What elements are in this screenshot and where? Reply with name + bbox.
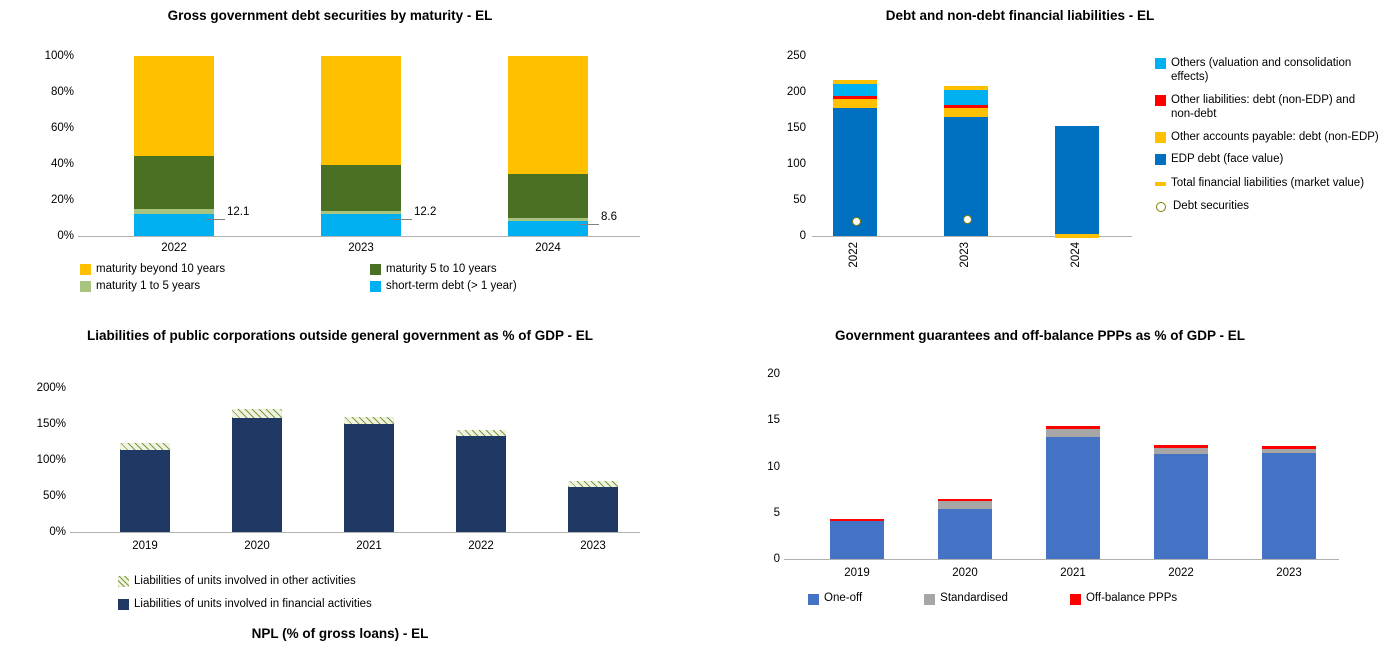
- legend-item-liabilities-payable: [1155, 130, 1380, 144]
- bar-guarantees-2021-standardised: [1046, 429, 1100, 437]
- xtick-maturity-2: 2024: [535, 242, 561, 254]
- plot-area-guarantees: [700, 328, 1385, 618]
- marker-liabilities-2023-debt-securities: [963, 215, 972, 224]
- ytick-maturity-5: 0%: [57, 230, 74, 242]
- bar-maturity-2023-beyond10: [321, 56, 401, 165]
- legend-label-others: Others (valuation and consolidation effects): [1171, 57, 1352, 84]
- x-axis-maturity: [78, 236, 640, 237]
- datalabel-maturity-2022: 12.1: [227, 206, 250, 218]
- legend-label-payable: Other accounts payable: debt (non-EDP): [1171, 130, 1379, 143]
- legend-label-pubcorp-financial: Liabilities of units involved in financial activities: [134, 598, 372, 611]
- legend-swatch-icon-1to5: [80, 281, 91, 292]
- bar-guarantees-2023-oneoff: [1262, 453, 1316, 559]
- legend-item-liabilities-total-market: [1155, 176, 1380, 190]
- bar-maturity-2023-short: [321, 214, 401, 236]
- x-axis-guarantees: [784, 559, 1339, 560]
- legend-item-pubcorp-financial: [118, 597, 638, 611]
- ytick-liabilities-4: 50: [793, 194, 806, 206]
- ytick-maturity-4: 20%: [50, 194, 74, 206]
- bar-maturity-2022-5to10: [134, 156, 214, 209]
- legend-label-ppp: Off-balance PPPs: [1085, 592, 1178, 604]
- legend-swatch-icon-others: [1155, 58, 1166, 69]
- bar-pubcorp-2023-financial: [568, 487, 618, 532]
- bar-guarantees-2020-oneoff: [938, 509, 992, 559]
- xtick-guarantees-0: 2019: [844, 567, 870, 579]
- bar-guarantees-2021-ppp: [1046, 426, 1100, 429]
- chart-liabilities: [700, 8, 1385, 308]
- legend-item-maturity-5to10: [370, 262, 650, 276]
- bar-pubcorp-2019-other: [120, 443, 170, 450]
- legend-marker-icon-debt-securities: [1156, 202, 1166, 212]
- legend-swatch-icon-standardised: [924, 594, 935, 605]
- bar-liabilities-2022-total-market: [833, 80, 877, 84]
- ytick-maturity-3: 40%: [50, 158, 74, 170]
- bar-liabilities-2022-other: [833, 96, 877, 99]
- bar-guarantees-2021-oneoff: [1046, 437, 1100, 559]
- chart-title-maturity: Gross government debt securities by maturity - EL: [167, 8, 493, 23]
- ytick-pubcorp-4: 0%: [49, 526, 66, 538]
- legend-swatch-icon-oneoff: [808, 594, 819, 605]
- legend-swatch-icon-payable: [1155, 132, 1166, 143]
- ytick-liabilities-0: 250: [786, 50, 806, 62]
- bar-maturity-2024-short: [508, 221, 588, 236]
- legend-item-liabilities-other-liab: [1155, 93, 1380, 122]
- bar-maturity-2024-beyond10: [508, 56, 588, 174]
- ytick-maturity-1: 80%: [50, 86, 74, 98]
- xtick-pubcorp-1: 2020: [244, 540, 270, 552]
- legend-item-guarantees-ppp: [1070, 591, 1177, 605]
- bar-pubcorp-2023-other: [568, 481, 618, 487]
- leader-maturity-2024: [579, 224, 599, 225]
- bar-guarantees-2022-oneoff: [1154, 454, 1208, 559]
- bar-maturity-2023-5to10: [321, 165, 401, 211]
- x-axis-pubcorp: [70, 532, 640, 533]
- legend-label-oneoff: One-off: [824, 592, 863, 604]
- bar-pubcorp-2021-other: [344, 417, 394, 424]
- legend-label-5to10: maturity 5 to 10 years: [386, 263, 497, 275]
- xtick-guarantees-2: 2021: [1060, 567, 1086, 579]
- chart-pubcorp: [0, 328, 690, 618]
- legend-label-debt-securities: Debt securities: [1173, 199, 1250, 212]
- legend-item-guarantees-standardised: [924, 591, 1008, 605]
- legend-swatch-icon-pubcorp-other: [118, 576, 129, 587]
- bar-guarantees-2023-standardised: [1262, 449, 1316, 453]
- chart-maturity: [0, 8, 690, 308]
- ytick-liabilities-5: 0: [799, 230, 806, 242]
- xtick-liabilities-0: 2022: [848, 242, 860, 268]
- bar-guarantees-2022-ppp: [1154, 445, 1208, 448]
- marker-liabilities-2022-debt-securities: [852, 217, 861, 226]
- ytick-pubcorp-2: 100%: [36, 454, 66, 466]
- legend-swatch-icon-edp: [1155, 154, 1166, 165]
- bar-liabilities-2023-others: [944, 90, 988, 105]
- bar-pubcorp-2022-other: [456, 430, 506, 436]
- ytick-guarantees-2: 10: [767, 461, 780, 473]
- chart-title-npl: NPL (% of gross loans) - EL: [251, 626, 429, 641]
- chart-title-liabilities: Debt and non-debt financial liabilities - EL: [885, 8, 1155, 23]
- xtick-maturity-0: 2022: [161, 242, 187, 254]
- legend-swatch-icon-ppp: [1070, 594, 1081, 605]
- bar-liabilities-2023-total-market: [944, 86, 988, 90]
- xtick-liabilities-2: 2024: [1070, 242, 1082, 268]
- legend-item-pubcorp-other: [118, 574, 638, 588]
- legend-item-maturity-beyond10: [80, 262, 370, 276]
- leader-maturity-2022: [205, 219, 225, 220]
- bar-liabilities-2022-payable: [833, 99, 877, 108]
- bar-liabilities-2022-others: [833, 84, 877, 96]
- bar-liabilities-2024-total-market: [1055, 234, 1099, 238]
- bar-guarantees-2019-oneoff: [830, 521, 884, 559]
- legend-label-beyond10: maturity beyond 10 years: [96, 263, 226, 275]
- legend-pubcorp: [118, 574, 638, 615]
- legend-item-maturity-1to5: [80, 279, 370, 293]
- ytick-maturity-2: 60%: [50, 122, 74, 134]
- bar-guarantees-2023-ppp: [1262, 446, 1316, 449]
- ytick-liabilities-3: 100: [786, 158, 806, 170]
- xtick-pubcorp-3: 2022: [468, 540, 494, 552]
- legend-item-liabilities-others: [1155, 56, 1380, 85]
- legend-swatch-icon-short: [370, 281, 381, 292]
- legend-swatch-icon-beyond10: [80, 264, 91, 275]
- bar-guarantees-2020-standardised: [938, 501, 992, 509]
- leader-maturity-2023: [392, 219, 412, 220]
- legend-label-standardised: Standardised: [940, 592, 1008, 604]
- bar-pubcorp-2021-financial: [344, 424, 394, 532]
- bar-pubcorp-2020-other: [232, 409, 282, 418]
- legend-maturity: [80, 262, 650, 297]
- legend-label-pubcorp-other: Liabilities of units involved in other activities: [134, 575, 356, 587]
- xtick-liabilities-1: 2023: [959, 242, 971, 268]
- legend-swatch-icon-other-liabilities: [1155, 95, 1166, 106]
- chart-title-pubcorp: Liabilities of public corporations outside general government as % of GDP - EL: [86, 328, 594, 343]
- xtick-guarantees-3: 2022: [1168, 567, 1194, 579]
- ytick-pubcorp-0: 200%: [36, 382, 66, 394]
- xtick-pubcorp-2: 2021: [356, 540, 382, 552]
- bar-liabilities-2023-other: [944, 105, 988, 108]
- xtick-pubcorp-0: 2019: [132, 540, 158, 552]
- legend-swatch-icon-pubcorp-financial: [118, 599, 129, 610]
- datalabel-maturity-2024: 8.6: [601, 211, 617, 223]
- ytick-guarantees-1: 15: [767, 414, 780, 426]
- legend-label-short: short-term debt (> 1 year): [386, 280, 517, 293]
- ytick-guarantees-3: 5: [773, 507, 780, 519]
- chart-guarantees: [700, 328, 1385, 618]
- bar-pubcorp-2020-financial: [232, 418, 282, 532]
- legend-item-guarantees-oneoff: [808, 591, 862, 605]
- bar-guarantees-2022-standardised: [1154, 448, 1208, 454]
- legend-line-icon-total-market: [1155, 182, 1166, 186]
- legend-swatch-icon-5to10: [370, 264, 381, 275]
- bar-maturity-2022-short: [134, 214, 214, 236]
- xtick-maturity-1: 2023: [348, 242, 374, 254]
- ytick-liabilities-2: 150: [786, 122, 806, 134]
- bar-maturity-2022-beyond10: [134, 56, 214, 156]
- bar-pubcorp-2022-financial: [456, 436, 506, 532]
- ytick-guarantees-4: 0: [773, 553, 780, 565]
- bar-maturity-2024-5to10: [508, 174, 588, 218]
- xtick-guarantees-4: 2023: [1276, 567, 1302, 579]
- xtick-guarantees-1: 2020: [952, 567, 978, 579]
- ytick-maturity-0: 100%: [44, 50, 74, 62]
- legend-label-other-liabilities: Other liabilities: debt (non-EDP) and non-debt: [1171, 93, 1356, 121]
- legend-label-total-market: Total financial liabilities (market value): [1171, 177, 1365, 190]
- xtick-pubcorp-4: 2023: [580, 540, 606, 552]
- legend-guarantees: [808, 591, 1177, 605]
- bar-pubcorp-2019-financial: [120, 450, 170, 532]
- ytick-pubcorp-1: 150%: [36, 418, 66, 430]
- chart-title-guarantees: Government guarantees and off-balance PPPs as % of GDP - EL: [834, 328, 1246, 343]
- ytick-guarantees-0: 20: [767, 368, 780, 380]
- bar-liabilities-2024-edp: [1055, 126, 1099, 236]
- bar-liabilities-2023-payable: [944, 108, 988, 117]
- datalabel-maturity-2023: 12.2: [414, 206, 437, 218]
- bar-guarantees-2019-ppp: [830, 519, 884, 521]
- legend-liabilities: [1155, 56, 1380, 216]
- legend-item-maturity-short: [370, 279, 650, 293]
- legend-label-1to5: maturity 1 to 5 years: [96, 280, 201, 293]
- legend-item-liabilities-edp: [1155, 152, 1380, 166]
- legend-item-liabilities-debt-securities: [1155, 199, 1380, 213]
- chart-npl: [0, 620, 690, 660]
- legend-label-edp: EDP debt (face value): [1171, 152, 1284, 165]
- bar-guarantees-2020-ppp: [938, 499, 992, 501]
- ytick-liabilities-1: 200: [786, 86, 806, 98]
- ytick-pubcorp-3: 50%: [42, 490, 66, 502]
